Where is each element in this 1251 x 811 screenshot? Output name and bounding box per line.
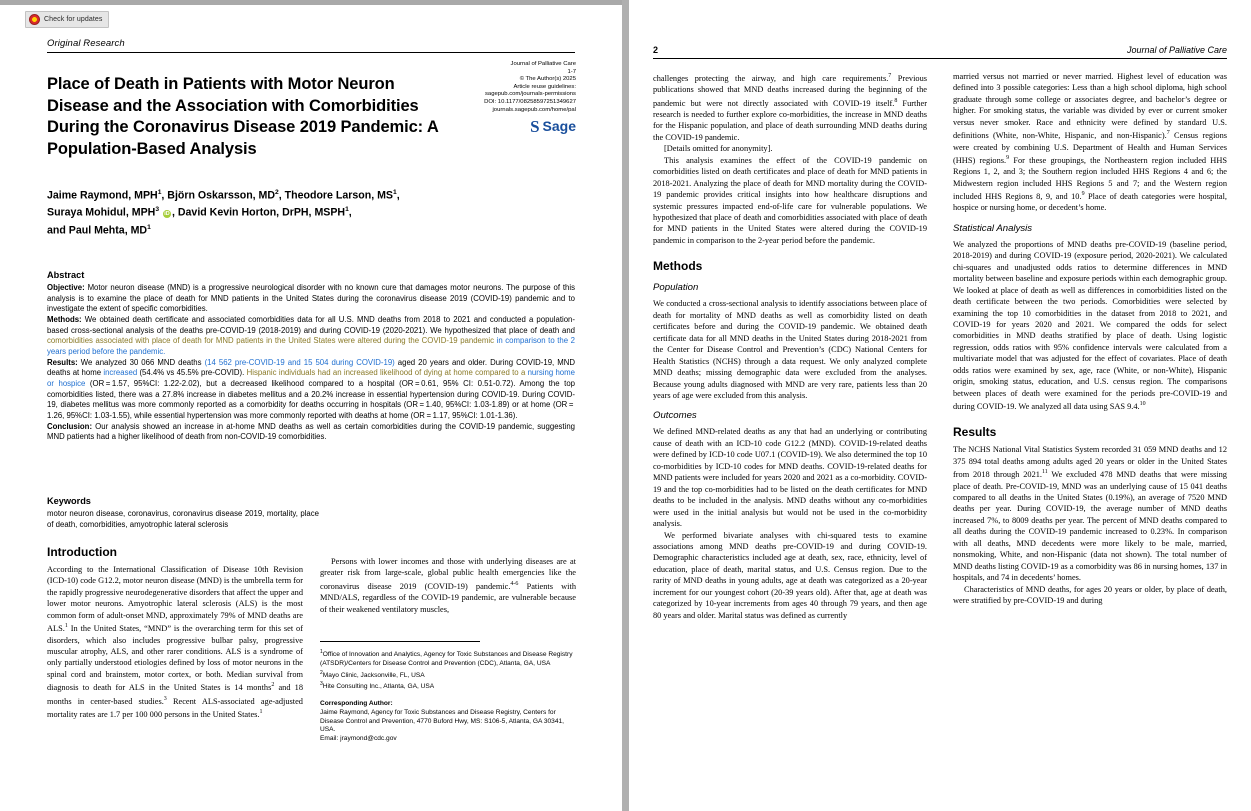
page-2-header-rule [653, 58, 1227, 59]
outcomes-body: We defined MND-related deaths as any that had an underlying or contributing cause of death with an ICD-10 code G12.2 (MND). COVID-19-related deaths were defined by ICD-10 code U07.1 (COVID-19). We also determined the top 10 co-morbidities by ICD-10 codes for MND deaths. COVID-19-related deaths for MND patients were included for years 2020 and 2021 as a co-morbidity. COVID-19 and the top co-morbidities had to be listed on the death certificates for MND deaths to be included in the analysis. MND deaths without any co-morbidities were used in the initial analysis but would not be used in the co-morbidity analysis. We performed bivariate analyses with chi-squared tests to examine associations among MND deaths pre-COVID-19 and during COVID-19. Demographic characteristics included age at death, sex, race, ethnicity, level of education, place of death, marital status, and U.S. Census region. Due to the rarity of MND deaths in young adults, age at death was categorized as a 20-year increment for our youngest cohort (20-39 years old). After that, age at death was categorized by 10-year increments from ages 40 through 79 years, and then age 80 years and older. Marital status was defined as currently [653, 427, 927, 620]
page-gutter [622, 0, 629, 811]
sage-logo [452, 117, 576, 137]
keywords-heading: Keywords [47, 496, 91, 506]
abstract-body: Objective: Motor neuron disease (MND) is a progressive neurological disorder with no known cure that damages motor neurons. The purpose of this analysis is to examine the place of death for MND patients in the United States during the coronavirus disease 2019 (COVID-19) pandemic and to investigate the extent of specific comorbidities. Methods: We obtained death certificate and associated comorbidities data for all U.S. MND deaths from 2018 to 2021 and conducted a population-based cross-sectional analysis of the deaths pre-COVID-19 (2018-2019) and during COVID-19 (2020-2021). We hypothesized that place of death and comorbidities associated with place of death for MND patients in the United States were altered during the COVID-19 pandemic in comparison to the 2 years period before the pandemic. Results: We analyzed 30 066 MND deaths (14 562 pre-COVID-19 and 15 504 during COVID-19) aged 20 years and older. During COVID-19, MND deaths at home increased (54.4% vs 45.5% pre-COVID). Hispanic individuals had an increased likelihood of dying at home compared to a nursing home or hospice (OR = 1.57, 95%CI: 1.22-2.02), but a decreased likelihood compared to a hospital (OR = 0.61, 95% CI: 0.51-0.72). Among the top comorbidities listed, there was a 27.8% increase in diabetes mellitus and a 20.2% increase in essential hypertension during COVID-19. During COVID-19, diabetes mellitus was more commonly reported as a comorbidity for deaths occurring in hospitals (OR = 1.40, 95%CI: 1.03-1.89) or at home (OR = 1.26, 95%CI: 1.03-1.55), while essential hypertension was more commonly reported with deaths at home (OR = 1.17, 95%CI: 1.01-1.36). Conclusion: Our analysis showed an increase in at-home MND deaths as well as certain comorbidities during the COVID-19 pandemic, suggesting MND patients had a higher likelihood of death from non-COVID-19 comorbidities. [47, 283, 576, 442]
abstract-heading: Abstract [47, 270, 85, 280]
author-list: Jaime Raymond, MPH$^1$, Björn Oskarsson, $MD^2$, Theodore Larson, $MS^1$, Suraya Mohidul, MPH$^3$ iD , David Kevin Horton, DrPH, MSPH$^1$, and Paul Mehta, $MD^1$ [47, 189, 400, 237]
journal-homepage-link[interactable]: journals.sagepub.com/home/pal [492, 106, 576, 113]
outcomes-heading: Outcomes [653, 410, 697, 422]
statistical-analysis-body: We analyzed the proportions of MND deaths pre-COVID-19 (baseline period, 2018-2019) and during COVID-19 (exposure period, 2020-2021). We calculated chi-squares and unadjusted odds ratios to determine differences in MND mortality between baseline and exposure periods within each demographic group. We looked at place of death as well as differences in comorbidities listed on the death certificate between the two periods. Comorbidities were selected by examining the top 10 comorbidities in the dataset from 2018 to 2021, and COVID-19 for years 2020 and 2021. We compared the odds for select comorbidities in MND deaths stratified by place of death. Using logistic regression, odds ratios with 95% confidence intervals were calculated from a multivariate model that was adjusted for the effect of covariates. Place of death odds ratios were examined by sex, age, race (White, or non-White), Hispanic origin, smoking status, education, and U.S. census region. The comparisons between places of death were examined for the periods pre-COVID-19 and during COVID-19. We analyzed all data using SAS 9.4.10 [953, 239, 1227, 411]
journal-metadata [452, 61, 576, 137]
population-heading: Population [653, 282, 699, 294]
page-2-column-left [653, 71, 927, 621]
statistical-analysis-heading: Statistical Analysis [953, 222, 1033, 234]
population-body: We conducted a cross-sectional analysis to identify associations between place of death for mortality of MND deaths as well as comorbidity listed on death certificates before and during the COVID-19 pandemic. We obtained death certificate data for all MND deaths in the United States during 2018-2021 from the Center for Disease Control and Prevention’s (CDC) National Centers for Health Statistics (NCHS) through a data request. We only analyzed complete MND deaths; missing demographic data were excluded from the analyses. Because young adults diagnosed with MND are very rare, patients less than 20 years of age were excluded from this analysis. [653, 299, 927, 400]
journal-name: Journal of Palliative Care [510, 61, 576, 67]
corresponding-author-address: Jaime Raymond, Agency for Toxic Substances and Disease Registry, Centers for Disease Control and Prevention, 4770 Buford Hwy, MS: S106-5, Atlanta, GA 30341, USA. [320, 709, 564, 734]
results-body: The NCHS National Vital Statistics System recorded 31 059 MND deaths and 12 375 894 total deaths among adults aged 20 years or older in the United States from 2018 through 2021.11 We excluded 478 MND deaths that were missing place of death. Pre-COVID-19, MND was an underlying cause of 15 041 deaths compared to all deaths in the United States (0.19%), an average of 7520 MND deaths per year. During COVID-19, the average number of MND deaths increased 7%, to 8009 deaths per year. The percent of MND deaths compared to all deaths during the COVID-19 pandemic increased to 0.23%. In comparison with all deaths, MND decedents were more likely to be male, married, nonsmoking, White, and non-Hispanic (data not shown). The total number of MND deaths listing COVID-19 as a comorbidity was 86 in nursing homes, 137 in hospitals, and 74 in decedents’ homes. Characteristics of MND deaths, for ages 20 years or older, by place of death, were stratified by pre-COVID-19 and during [953, 445, 1227, 606]
permissions-link[interactable]: sagepub.com/journals-permissions [484, 91, 576, 98]
introduction-column-1: According to the International Classification of Disease 10th Revision (ICD-10) code G12.2, motor neuron disease (MND) is the umbrella term for the rapidly progressive neurodegenerative disorders that affect the upper and lower motor neurons. Amyotrophic lateral sclerosis (ALS) is the most common form of adult-onset MND, approximately 79% of MND deaths are ALS.$^1$ In the United States, “MND” is the overarching term for this set of disorders, which also includes progressive bulbar palsy, progressive muscular atrophy, ALS, and other rarer conditions. ALS is a syndrome of only partially understood etiologies defined by loss of motor neurons in the spinal cord and brainstem, motor cortex, or both. Median survival from diagnosis to death for ALS in the United States is 14 months$^2$ and 18 months in center-based studies.$^3$ Recent ALS-associated age-adjusted mortality rates are 1.7 per 100 000 persons in the United States.$^1$ [47, 565, 303, 719]
sage-mark-icon: S [530, 117, 540, 137]
viewer-top-strip [0, 0, 622, 5]
page-2-column-right [953, 71, 1227, 606]
running-head-journal: Journal of Palliative Care [1126, 45, 1227, 55]
doi[interactable]: DOI: 10.1177/08258597251349627 [484, 98, 576, 105]
results-heading: Results [953, 425, 997, 440]
orcid-icon: iD [164, 210, 170, 217]
corresponding-author-email[interactable]: Email: jraymond@cdc.gov [320, 735, 397, 743]
check-for-updates-label: Check for updates [44, 16, 103, 23]
copyright: © The Author(s) 2025 [519, 76, 576, 83]
page-1 [0, 0, 622, 811]
reuse-guidelines-label: Article reuse guidelines: [513, 83, 576, 90]
footnote-rule [320, 641, 480, 642]
affiliations-block [320, 648, 578, 744]
methods-continuation: married versus not married or never married. Highest level of education was defined into 3 possible categories: Less than a high school diploma, high school graduate through some college or associates degree, and bachelor’s degree or higher. For smoking status, the variable was divided by ever or current smoker versus never smoker. Race and ethnicity were defined by standard U.S. definitions (White, non-White, Hispanic, and non-Hispanic).$^7$ Census regions were created by combining U.S. Department of Health and Human Services (HHS) regions.$^9$ For these groupings, the Northeastern region included HHS Regions 1, 2, and 3; the Southern region included HHS Regions 4 and 6; the Midwestern region included HHS Regions 5 and 7; and the Western region included HHS Regions 8, 9, and 10.$^9$ Place of death categories were hospital, hospice or nursing home, or decedent’s home. [953, 72, 1228, 213]
keywords-list: motor neuron disease, coronavirus, coronavirus disease 2019, mortality, place of death, comorbidities, amyotrophic lateral sclerosis [47, 509, 319, 529]
introduction-column-2: Persons with lower incomes and those with underlying diseases are at greater risk from large-scale, global public health emergencies like the coronavirus disease 2019 (COVID-19) pandemic.$^{4-6}$ Patients with MND/ALS, regardless of the COVID-19 pandemic, are vulnerable because of their weakened ventilatory muscles, [320, 557, 576, 614]
article-type-label: Original Research [47, 38, 125, 49]
methods-heading: Methods [653, 259, 703, 274]
affiliations-list: $^1$Office of Innovation and Analytics, Agency for Toxic Substances and Disease Registry (ATSDR)/Centers for Disease Control and Prevention (CDC), Atlanta, GA, USA $^2$Mayo Clinic, Jacksonville, FL, USA $^3$Hite Consulting Inc., Atlanta, GA, USA [320, 649, 573, 691]
intro-continuation: challenges protecting the airway, and high care requirements.$^7$ Previous publications showed that MND deaths increased during the beginning of the pandemic but were not directly associated with COVID-19 itself.$^8$ Further research is needed to further explore co-morbidities, the increase in MND deaths for the Hispanic population, and place of death surrounding MND deaths during the COVID-19 pandemic. [Details omitted for anonymity]. This analysis examines the effect of the COVID-19 pandemic on comorbidities listed on death certificates and place of death for MND patients in 2018-2021. Analyzing the place of death for MND mortality during the COVID-19 pandemic provides critical insights into how healthcare disruptions and systemic pressures impacted end-of-life care for vulnerable populations. We hypothesized that place of death and comorbidities associated with place of death for MND patients in the United States were altered during the COVID-19 pandemic in comparison to the 2-year period before the pandemic. [653, 73, 927, 245]
header-rule [47, 52, 575, 53]
page-range: 1-7 [567, 68, 576, 75]
crossmark-icon [29, 14, 40, 25]
introduction-heading: Introduction [47, 545, 117, 559]
sage-wordmark: Sage [542, 118, 576, 135]
page-2 [629, 0, 1251, 811]
check-for-updates-badge[interactable] [25, 11, 109, 28]
page-number: 2 [653, 45, 659, 55]
corresponding-author-heading: Corresponding Author: [320, 700, 393, 708]
page-title: Place of Death in Patients with Motor Neuron Disease and the Association with Comorbidities During the Coronavirus Disease 2019 Pandemic: A Population-Based Analysis [47, 75, 439, 158]
